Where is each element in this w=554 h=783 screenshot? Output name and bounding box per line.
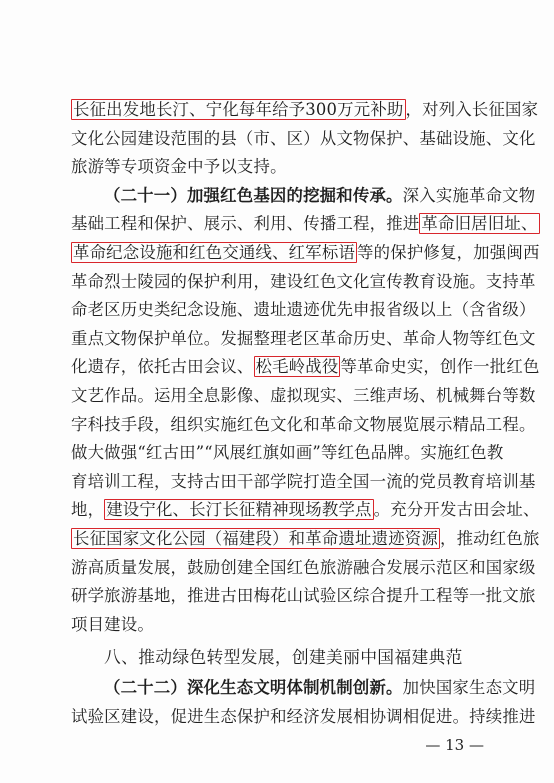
highlight-box: 革命纪念设施和红色交通线、红军标语 [73,243,356,262]
text-segment: 深入实施革命文物 [402,185,536,205]
text-segment: 命老区历史类纪念设施、遗址遗迹优先申报省级以上（含省级） [71,300,536,320]
text-line-3 [71,156,287,180]
text-segment: 项目建设。 [71,614,154,634]
text-line-11 [71,385,536,409]
text-line-12 [71,414,536,438]
text-line-4 [104,185,535,209]
text-line-18 [71,585,536,609]
text-segment: ，对列入长征国家 [405,100,539,119]
text-segment: 试验区建设，促进生态保护和经济发展相协调相促进。持续推进 [71,706,536,726]
text-line-2 [71,128,536,152]
text-line-13 [71,442,504,466]
text-segment: 化遗存，依托古田会议、 [71,357,254,377]
text-segment: 重点文物保护单位。发掘整理老区革命历史、革命人物等红色文 [71,328,536,348]
text-segment: 等革命史实，创作一批红色 [340,357,540,377]
text-segment: 研学旅游基地，推进古田梅花山试验区综合提升工程等一批文旅 [71,586,536,606]
highlight-box: 松毛岭战役 [255,357,339,377]
text-segment: 等的保护修复，加强闽西 [357,243,540,262]
text-segment: 文艺作品。运用全息影像、虚拟现实、三维声场、机械舞台等数 [71,386,536,405]
text-segment: 文化公园建设范围的县（市、区）从文物保护、基础设施、文化 [71,128,536,148]
text-segment: 育培训工程，支持古田干部学院打造全国一流的党员教育培训基 [71,471,536,491]
text-segment: 旅游等专项资金中予以支持。 [71,157,287,177]
paragraph-heading: （二十二）深化生态文明体制机制创新。 [104,678,403,697]
text-segment: 。充分开发古田会址、 [373,500,540,520]
paragraph-heading: （二十一）加强红色基因的挖掘和传承。 [104,185,403,205]
text-segment: 地， [71,500,105,520]
section-heading: 八、推动绿色转型发展，创建美丽中国福建典范 [104,647,463,668]
highlight-box: 建设宁化、长汀长征精神现场教学点 [106,500,372,520]
highlight-box: 长征出发地长汀、宁化每年给予300万元补助 [73,100,404,119]
text-segment: 做大做强“红古田”“风展红旗如画”等红色品牌。实施红色教 [71,443,504,463]
text-line-1 [71,99,538,123]
text-line-19 [71,614,154,638]
text-line-7 [71,271,536,295]
text-line-21 [71,706,536,730]
text-line-10 [71,356,540,380]
text-line-6 [71,242,540,266]
text-line-5 [71,213,540,237]
text-line-9 [71,328,536,352]
text-line-16 [71,528,540,552]
text-segment: 游高质量发展，鼓励创建全国红色旅游融合发展示范区和国家级 [71,557,536,577]
text-line-17 [71,557,536,581]
text-segment: 革命烈士陵园的保护利用，建设红色文化宣传教育设施。支持革 [71,271,536,291]
text-segment: ，推动红色旅 [440,529,540,548]
text-segment: 字科技手段，组织实施红色文化和革命文物展览展示精品工程。 [71,414,536,434]
page-number: — 13 — [425,736,484,754]
text-segment: 加快国家生态文明 [402,678,536,697]
highlight-box: 长征国家文化公园（福建段）和革命遗址遗迹资源 [73,529,438,548]
text-line-20 [104,677,535,701]
text-segment: 基础工程和保护、展示、利用、传播工程，推进 [71,214,420,234]
highlight-box: 革命旧居旧址、 [421,214,538,234]
text-line-14 [71,471,536,495]
text-line-15 [71,499,540,523]
text-line-8 [71,299,536,323]
